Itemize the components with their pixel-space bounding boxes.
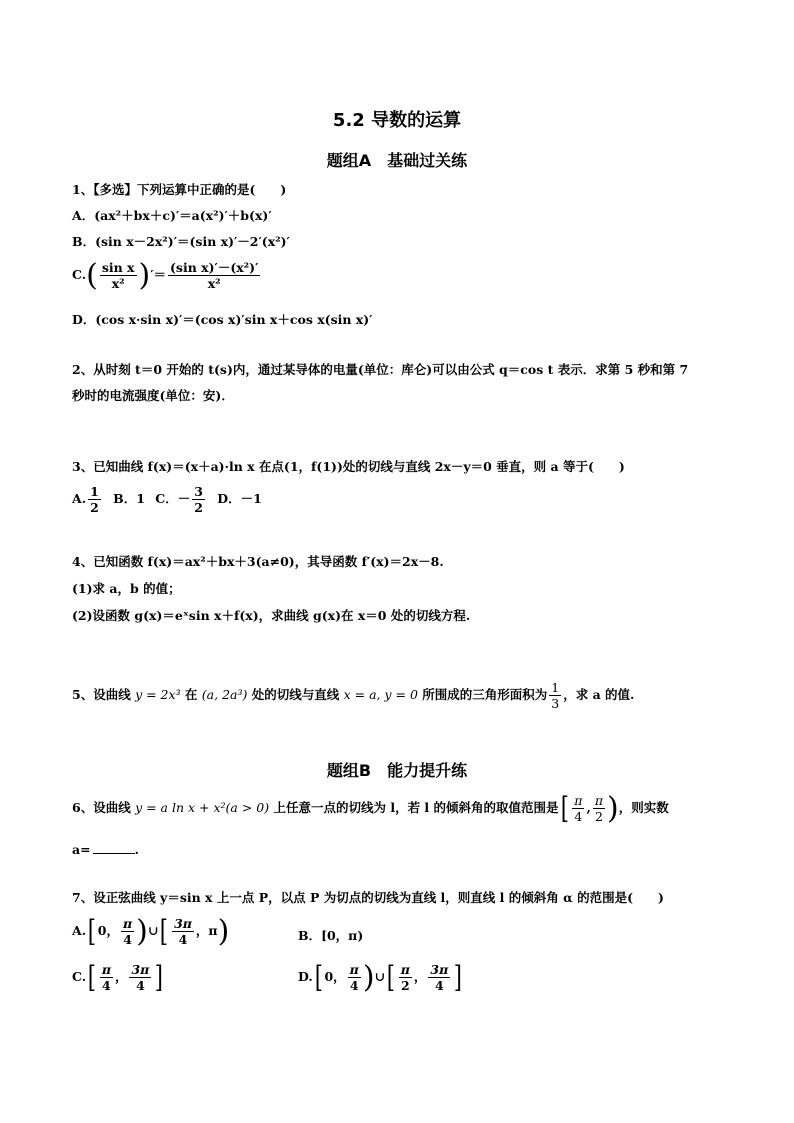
q3-option-b: B．1: [113, 491, 145, 506]
question-6-answer-line: a= .: [72, 842, 139, 857]
q5-point: (a, 2a³): [201, 687, 248, 702]
q1-c-fraction-left: $\frac{\text{sin x}}{\text{x²}}$: [101, 260, 135, 291]
q5-curve-formula: y = 2x³: [135, 687, 181, 702]
q6-fraction-2: $\frac{\pi}{2}$: [594, 793, 604, 824]
q7-d-fraction-2: $\frac{\pi}{2}$: [400, 962, 410, 993]
q5-area-fraction: $\frac{1}{3}$: [551, 680, 560, 711]
question-1-stem: 1、【多选】下列运算中正确的是( ): [72, 182, 287, 197]
q6-answer-blank[interactable]: [93, 853, 135, 854]
question-6: 6、设曲线 y = a ln x + x²(a > 0) 上任意一点的切线为 l，若 l 的倾斜角的取值范围是[ $\frac{\pi}{4}$ , $\frac{\pi}{2}$ )，则实数: [72, 790, 669, 826]
q3-a-fraction: $\frac{1}{2}$: [90, 484, 99, 515]
q1-c-fraction-right: $\frac{\text{(sin x)′－(x²)′}}{\text{x²}}$: [170, 260, 259, 291]
question-3-options: A. $\frac{1}{2}$ B．1 C．－ $\frac{3}{2}$ D．－1: [72, 484, 262, 515]
question-5: 5、设曲线 y = 2x³ 在 (a, 2a³) 处的切线与直线 x = a, y = 0 所围成的三角形面积为 $\frac{1}{3}$ ，求 a 的值.: [72, 680, 635, 711]
section-heading-group-b: 题组B 能力提升练: [326, 761, 468, 780]
page-title: 5.2 导数的运算: [332, 110, 462, 131]
q6-curve-formula: y = a ln x + x²(a > 0): [135, 800, 270, 815]
q7-option-d: D.[ 0， $\frac{\pi}{4}$ )∪[ $\frac{\pi}{2}$ ， $\frac{3\pi}{4}$ ]: [298, 959, 463, 995]
q7-c-fraction-2: $\frac{3\pi}{4}$: [131, 962, 150, 993]
q7-option-a: A.[ 0， $\frac{\pi}{4}$ )∪[ $\frac{3\pi}{4}$ ，π): [72, 913, 230, 949]
q1-option-b: B．(sin x－2x²)′＝(sin x)′－2′(x²)′: [72, 234, 290, 249]
q7-option-c: C.[ $\frac{\pi}{4}$ ， $\frac{3\pi}{4}$ ]: [72, 959, 164, 995]
q3-option-d: D．－1: [217, 491, 262, 506]
question-7-stem: 7、设正弦曲线 y＝sin x 上一点 P，以点 P 为切点的切线为直线 l，则直线 l 的倾斜角 α 的范围是( ): [72, 890, 664, 905]
question-3-stem: 3、已知曲线 f(x)＝(x＋a)·ln x 在点(1，f(1))处的切线与直线 2x－y＝0 垂直，则 a 等于( ): [72, 459, 625, 474]
section-heading-group-a: 题组A 基础过关练: [326, 151, 468, 170]
q7-a-fraction-2: $\frac{3\pi}{4}$: [174, 916, 192, 947]
question-2-line-2: 秒时的电流强度(单位：安)．: [72, 388, 234, 403]
q1-option-c-label: C.: [72, 267, 87, 282]
q7-c-fraction-1: $\frac{\pi}{4}$: [101, 962, 111, 993]
q3-option-c: C．－: [155, 491, 191, 506]
question-2-line-1: 2、从时刻 t＝0 开始的 t(s)内，通过某导体的电量(单位：库仑)可以由公式 q＝cos t 表示．求第 5 秒和第 7: [72, 362, 689, 377]
q7-d-fraction-1: $\frac{\pi}{4}$: [349, 962, 359, 993]
q1-option-d: D．(cos x·sin x)′＝(cos x)′sin x＋cos x(sin x)′: [72, 312, 373, 327]
q3-c-fraction: $\frac{3}{2}$: [194, 484, 203, 515]
question-4-part-1: (1)求 a，b 的值；: [72, 581, 181, 596]
q1-option-a: A．(ax²＋bx＋c)′＝a(x²)′＋b(x)′: [72, 208, 272, 223]
q7-a-fraction-1: $\frac{\pi}{4}$: [122, 916, 133, 947]
question-4-stem: 4、已知函数 f(x)＝ax²＋bx＋3(a≠0)，其导函数 f′(x)＝2x－8.: [72, 554, 444, 569]
question-4-part-2: (2)设函数 g(x)＝eˣsin x＋f(x)，求曲线 g(x)在 x＝0 处的切线方程.: [72, 608, 471, 623]
q7-option-b: B．[0，π): [298, 928, 364, 943]
q6-fraction-1: $\frac{\pi}{4}$: [574, 793, 583, 824]
q7-d-fraction-3: $\frac{3\pi}{4}$: [430, 962, 449, 993]
q5-lines: x = a, y = 0: [343, 687, 418, 702]
q1-option-c: C.( $\frac{\text{sin x}}{\text{x²}}$ )′＝ $\frac{\text{(sin x)′－(x²)′}}{\text{x²}}$: [72, 257, 259, 293]
